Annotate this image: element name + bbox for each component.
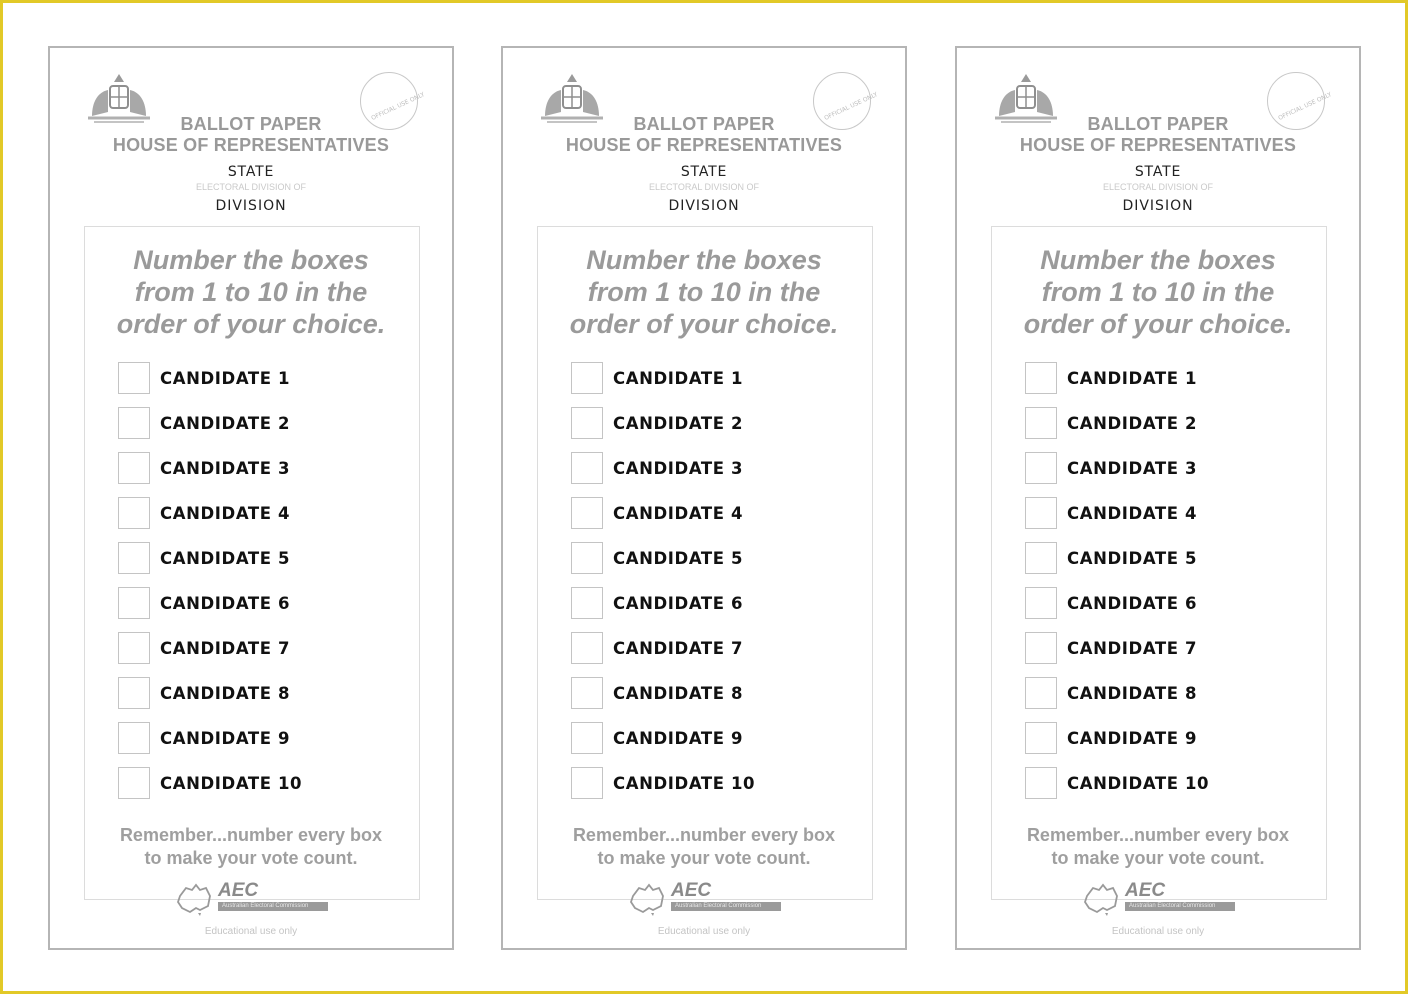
preference-box[interactable] [571,407,603,439]
candidate-name: CANDIDATE 10 [613,774,756,793]
australia-map-icon [174,882,214,916]
reminder-text [503,824,905,870]
preference-box[interactable] [118,452,150,484]
preference-box[interactable] [571,497,603,529]
candidate-name: CANDIDATE 4 [160,504,291,523]
seal-text: OFFICIAL USE ONLY [1277,91,1333,122]
candidate-name: CANDIDATE 7 [613,639,744,658]
candidate-name: CANDIDATE 8 [613,684,744,703]
ballot-paper [501,46,907,950]
preference-box[interactable] [571,767,603,799]
candidate-name: CANDIDATE 6 [160,594,291,613]
candidate-name: CANDIDATE 2 [160,414,291,433]
candidate-name: CANDIDATE 4 [1067,504,1198,523]
aec-logo-subtext: Australian Electoral Commission [675,903,762,909]
electoral-division-label: ELECTORAL DIVISION OF [1102,182,1214,192]
ballot-title: BALLOT PAPER [1087,114,1229,134]
electoral-division-label: ELECTORAL DIVISION OF [195,182,307,192]
seal-text: OFFICIAL USE ONLY [370,91,426,122]
ballot-paper [955,46,1361,950]
candidate-name: CANDIDATE 4 [613,504,744,523]
preference-box[interactable] [1025,677,1057,709]
preference-box[interactable] [118,632,150,664]
aec-logo [174,880,330,916]
division-label: DIVISION [215,198,287,214]
candidate-name: CANDIDATE 3 [160,459,291,478]
preference-box[interactable] [571,362,603,394]
candidate-name: CANDIDATE 2 [1067,414,1198,433]
instruction-line: Number the boxes [586,245,822,275]
preference-box[interactable] [1025,767,1057,799]
candidate-name: CANDIDATE 6 [613,594,744,613]
candidate-name: CANDIDATE 9 [1067,729,1198,748]
candidate-name: CANDIDATE 1 [613,369,744,388]
candidate-name: CANDIDATE 5 [613,549,744,568]
instruction-line: from 1 to 10 in the [134,277,368,307]
preference-box[interactable] [118,587,150,619]
candidate-name: CANDIDATE 7 [160,639,291,658]
seal-text: OFFICIAL USE ONLY [823,91,879,122]
preference-box[interactable] [571,587,603,619]
preference-box[interactable] [571,677,603,709]
ballot-paper [48,46,454,950]
reminder-text [957,824,1359,870]
aec-logo-subtext: Australian Electoral Commission [222,903,309,909]
instruction-line: Number the boxes [1040,245,1276,275]
preference-box[interactable] [1025,362,1057,394]
voting-instructions [50,244,452,340]
preference-box[interactable] [118,407,150,439]
preference-box[interactable] [571,722,603,754]
electoral-division-label: ELECTORAL DIVISION OF [648,182,760,192]
australia-map-icon [1081,882,1121,916]
aec-logo-text: AEC [218,880,259,901]
instruction-line: from 1 to 10 in the [587,277,821,307]
preference-box[interactable] [118,362,150,394]
aec-logo-subtext: Australian Electoral Commission [1129,903,1216,909]
ballot-subtitle: HOUSE OF REPRESENTATIVES [112,135,390,155]
ballot-subtitle: HOUSE OF REPRESENTATIVES [565,135,843,155]
candidate-name: CANDIDATE 8 [160,684,291,703]
preference-box[interactable] [118,542,150,574]
ballot-subtitle: HOUSE OF REPRESENTATIVES [1019,135,1297,155]
instruction-line: order of your choice. [1023,309,1293,339]
preference-box[interactable] [118,722,150,754]
reminder-line: Remember...number every box [119,825,383,845]
preference-box[interactable] [1025,632,1057,664]
candidate-name: CANDIDATE 1 [1067,369,1198,388]
state-label: STATE [227,164,275,180]
preference-box[interactable] [1025,407,1057,439]
reminder-line: Remember...number every box [572,825,836,845]
preference-box[interactable] [571,542,603,574]
preference-box[interactable] [118,767,150,799]
candidate-name: CANDIDATE 10 [1067,774,1210,793]
instruction-line: Number the boxes [133,245,369,275]
aec-logo-text: AEC [1125,880,1166,901]
division-label: DIVISION [1122,198,1194,214]
state-label: STATE [1134,164,1182,180]
reminder-text [50,824,452,870]
preference-box[interactable] [1025,542,1057,574]
reminder-line: Remember...number every box [1026,825,1290,845]
candidate-name: CANDIDATE 9 [613,729,744,748]
division-label: DIVISION [668,198,740,214]
aec-logo [627,880,783,916]
aec-logo [1081,880,1237,916]
candidate-name: CANDIDATE 6 [1067,594,1198,613]
candidate-name: CANDIDATE 5 [160,549,291,568]
australia-map-icon [627,882,667,916]
ballot-title: BALLOT PAPER [633,114,775,134]
preference-box[interactable] [1025,587,1057,619]
footer-note: Educational use only [1111,926,1205,937]
state-label: STATE [680,164,728,180]
preference-box[interactable] [1025,497,1057,529]
preference-box[interactable] [1025,722,1057,754]
voting-instructions [957,244,1359,340]
footer-note: Educational use only [657,926,751,937]
candidate-name: CANDIDATE 8 [1067,684,1198,703]
ballot-title: BALLOT PAPER [180,114,322,134]
candidate-name: CANDIDATE 3 [1067,459,1198,478]
candidate-name: CANDIDATE 2 [613,414,744,433]
aec-logo-text: AEC [671,880,712,901]
candidate-name: CANDIDATE 5 [1067,549,1198,568]
candidate-name: CANDIDATE 1 [160,369,291,388]
instruction-line: order of your choice. [116,309,386,339]
footer-note: Educational use only [204,926,298,937]
preference-box[interactable] [118,677,150,709]
candidate-name: CANDIDATE 3 [613,459,744,478]
instruction-line: order of your choice. [569,309,839,339]
preference-box[interactable] [571,632,603,664]
reminder-line: to make your vote count. [1051,848,1265,868]
candidate-name: CANDIDATE 10 [160,774,303,793]
voting-instructions [503,244,905,340]
preference-box[interactable] [1025,452,1057,484]
reminder-line: to make your vote count. [597,848,811,868]
reminder-line: to make your vote count. [144,848,358,868]
candidate-name: CANDIDATE 7 [1067,639,1198,658]
instruction-line: from 1 to 10 in the [1041,277,1275,307]
candidate-name: CANDIDATE 9 [160,729,291,748]
preference-box[interactable] [571,452,603,484]
preference-box[interactable] [118,497,150,529]
